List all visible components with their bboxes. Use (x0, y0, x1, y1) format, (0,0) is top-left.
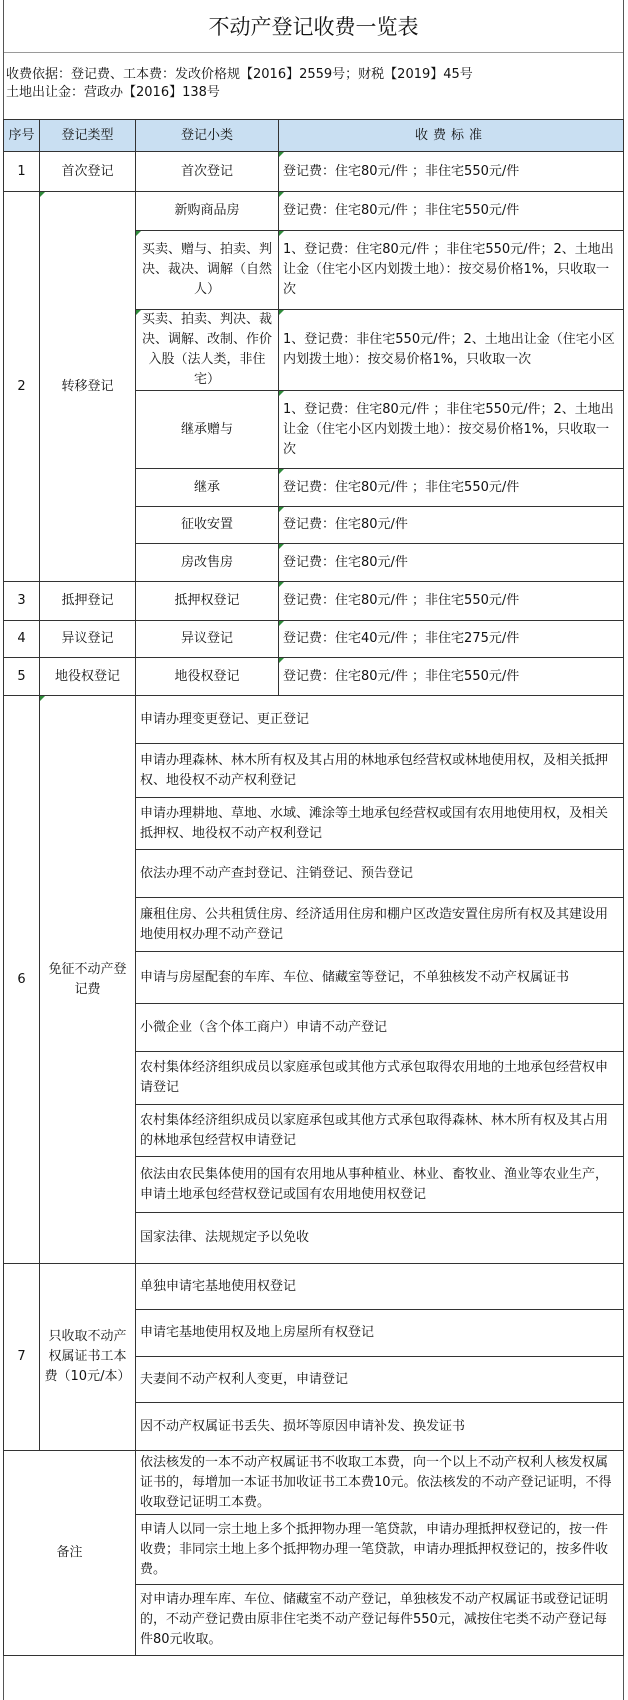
header-no: 序号 (4, 120, 40, 152)
table-row (4, 696, 624, 744)
table-row (4, 192, 624, 231)
cert-fee-item: 单独申请宅基地使用权登记 (136, 1264, 624, 1310)
table-row (4, 1264, 624, 1310)
exempt-item: 农村集体经济组织成员以家庭承包或其他方式承包取得农用地的土地承包经营权申请登记 (136, 1052, 624, 1105)
note-item: 对申请办理车库、车位、储藏室不动产登记，单独核发不动产权属证书或登记证明的，不动产登记费由原非住宅类不动产登记每件550元，减按住宅类不动产登记每件80元收取。 (136, 1585, 624, 1656)
header-fee: 收费标准 (279, 120, 624, 152)
row-subtype: 新购商品房 (136, 192, 279, 231)
row-no: 7 (4, 1264, 40, 1451)
exempt-item: 申请与房屋配套的车库、车位、储藏室等登记，不单独核发不动产权属证书 (136, 952, 624, 1004)
row-fee: 登记费：住宅40元/件 ；非住宅275元/件 (279, 621, 624, 658)
cert-fee-item: 夫妻间不动产权利人变更，申请登记 (136, 1357, 624, 1403)
row-no: 5 (4, 658, 40, 696)
header-type: 登记类型 (40, 120, 136, 152)
row-subtype: 继承赠与 (136, 391, 279, 469)
exempt-item: 廉租住房、公共租赁住房、经济适用住房和棚户区改造安置住房所有权及其建设用地使用权办理不动产登记 (136, 898, 624, 952)
row-subtype: 抵押权登记 (136, 582, 279, 621)
row-subtype: 地役权登记 (136, 658, 279, 696)
exempt-item: 申请办理耕地、草地、水域、滩涂等土地承包经营权或国有农用地使用权，及相关抵押权、地役权不动产权利登记 (136, 798, 624, 850)
row-subtype: 买卖、赠与、拍卖、判决、裁决、调解（自然人） (136, 231, 279, 310)
row-subtype: 首次登记 (136, 152, 279, 192)
exempt-item: 国家法律、法规规定予以免收 (136, 1213, 624, 1264)
fee-basis-line-2: 土地出让金：营政办【2016】138号 (6, 85, 220, 100)
exempt-item: 依法办理不动产查封登记、注销登记、预告登记 (136, 850, 624, 898)
row-fee: 1、登记费：非住宅550元/件；2、土地出让金（住宅小区内划拨土地）：按交易价格1%，只收取一次 (279, 310, 624, 391)
row-fee: 登记费：住宅80元/件 ；非住宅550元/件 (279, 582, 624, 621)
row-subtype: 异议登记 (136, 621, 279, 658)
table-row (4, 152, 624, 192)
page-title: 不动产登记收费一览表 (4, 0, 623, 53)
row-subtype: 征收安置 (136, 507, 279, 544)
row-fee: 登记费：住宅80元/件 ；非住宅550元/件 (279, 469, 624, 507)
row-type: 首次登记 (40, 152, 136, 192)
row-no: 3 (4, 582, 40, 621)
table-row (4, 1451, 624, 1515)
table-row (4, 658, 624, 696)
row-no: 1 (4, 152, 40, 192)
row-type: 转移登记 (40, 192, 136, 582)
row-type: 免征不动产登记费 (40, 696, 136, 1264)
row-fee: 1、登记费：住宅80元/件 ；非住宅550元/件；2、土地出让金（住宅小区内划拨土地）：按交易价格1%，只收取一次 (279, 391, 624, 469)
row-fee: 登记费：住宅80元/件 ；非住宅550元/件 (279, 192, 624, 231)
row-type: 只收取不动产权属证书工本费（10元/本） (40, 1264, 136, 1451)
note-item: 申请人以同一宗土地上多个抵押物办理一笔贷款，申请办理抵押权登记的，按一件收费；非同宗土地上多个抵押物办理一笔贷款，申请办理抵押权登记的，按多件收费。 (136, 1515, 624, 1585)
row-no: 4 (4, 621, 40, 658)
fee-basis-line-1: 收费依据：登记费、工本费：发改价格规【2016】2559号；财税【2019】45号 (6, 67, 473, 82)
cert-fee-item: 因不动产权属证书丢失、损坏等原因申请补发、换发证书 (136, 1403, 624, 1451)
row-no: 2 (4, 192, 40, 582)
notes-label: 备注 (4, 1451, 136, 1656)
table-row (4, 621, 624, 658)
row-fee: 登记费：住宅80元/件 (279, 544, 624, 582)
table-header-row (4, 120, 624, 152)
fee-table (3, 119, 624, 1656)
fee-sheet (3, 0, 624, 1700)
cert-fee-item: 申请宅基地使用权及地上房屋所有权登记 (136, 1310, 624, 1357)
row-fee: 1、登记费：住宅80元/件 ；非住宅550元/件；2、土地出让金（住宅小区内划拨土地）：按交易价格1%，只收取一次 (279, 231, 624, 310)
exempt-item: 小微企业（含个体工商户）申请不动产登记 (136, 1004, 624, 1052)
row-subtype: 继承 (136, 469, 279, 507)
exempt-item: 申请办理森林、林木所有权及其占用的林地承包经营权或林地使用权，及相关抵押权、地役权不动产权利登记 (136, 744, 624, 798)
row-subtype: 买卖、拍卖、判决、裁决、调解、改制、作价入股（法人类，非住宅） (136, 310, 279, 391)
row-fee: 登记费：住宅80元/件 ；非住宅550元/件 (279, 152, 624, 192)
header-subtype: 登记小类 (136, 120, 279, 152)
row-type: 抵押登记 (40, 582, 136, 621)
table-row (4, 582, 624, 621)
row-fee: 登记费：住宅80元/件 ；非住宅550元/件 (279, 658, 624, 696)
row-type: 异议登记 (40, 621, 136, 658)
row-subtype: 房改售房 (136, 544, 279, 582)
fee-basis (6, 66, 618, 102)
exempt-item: 依法由农民集体使用的国有农用地从事种植业、林业、畜牧业、渔业等农业生产，申请土地承包经营权登记或国有农用地使用权登记 (136, 1157, 624, 1213)
exempt-item: 农村集体经济组织成员以家庭承包或其他方式承包取得森林、林木所有权及其占用的林地承包经营权申请登记 (136, 1105, 624, 1157)
exempt-item: 申请办理变更登记、更正登记 (136, 696, 624, 744)
row-fee: 登记费：住宅80元/件 (279, 507, 624, 544)
note-item: 依法核发的一本不动产权属证书不收取工本费，向一个以上不动产权利人核发权属证书的，每增加一本证书加收证书工本费10元。依法核发的不动产登记证明，不得收取登记证明工本费。 (136, 1451, 624, 1515)
row-type: 地役权登记 (40, 658, 136, 696)
row-no: 6 (4, 696, 40, 1264)
